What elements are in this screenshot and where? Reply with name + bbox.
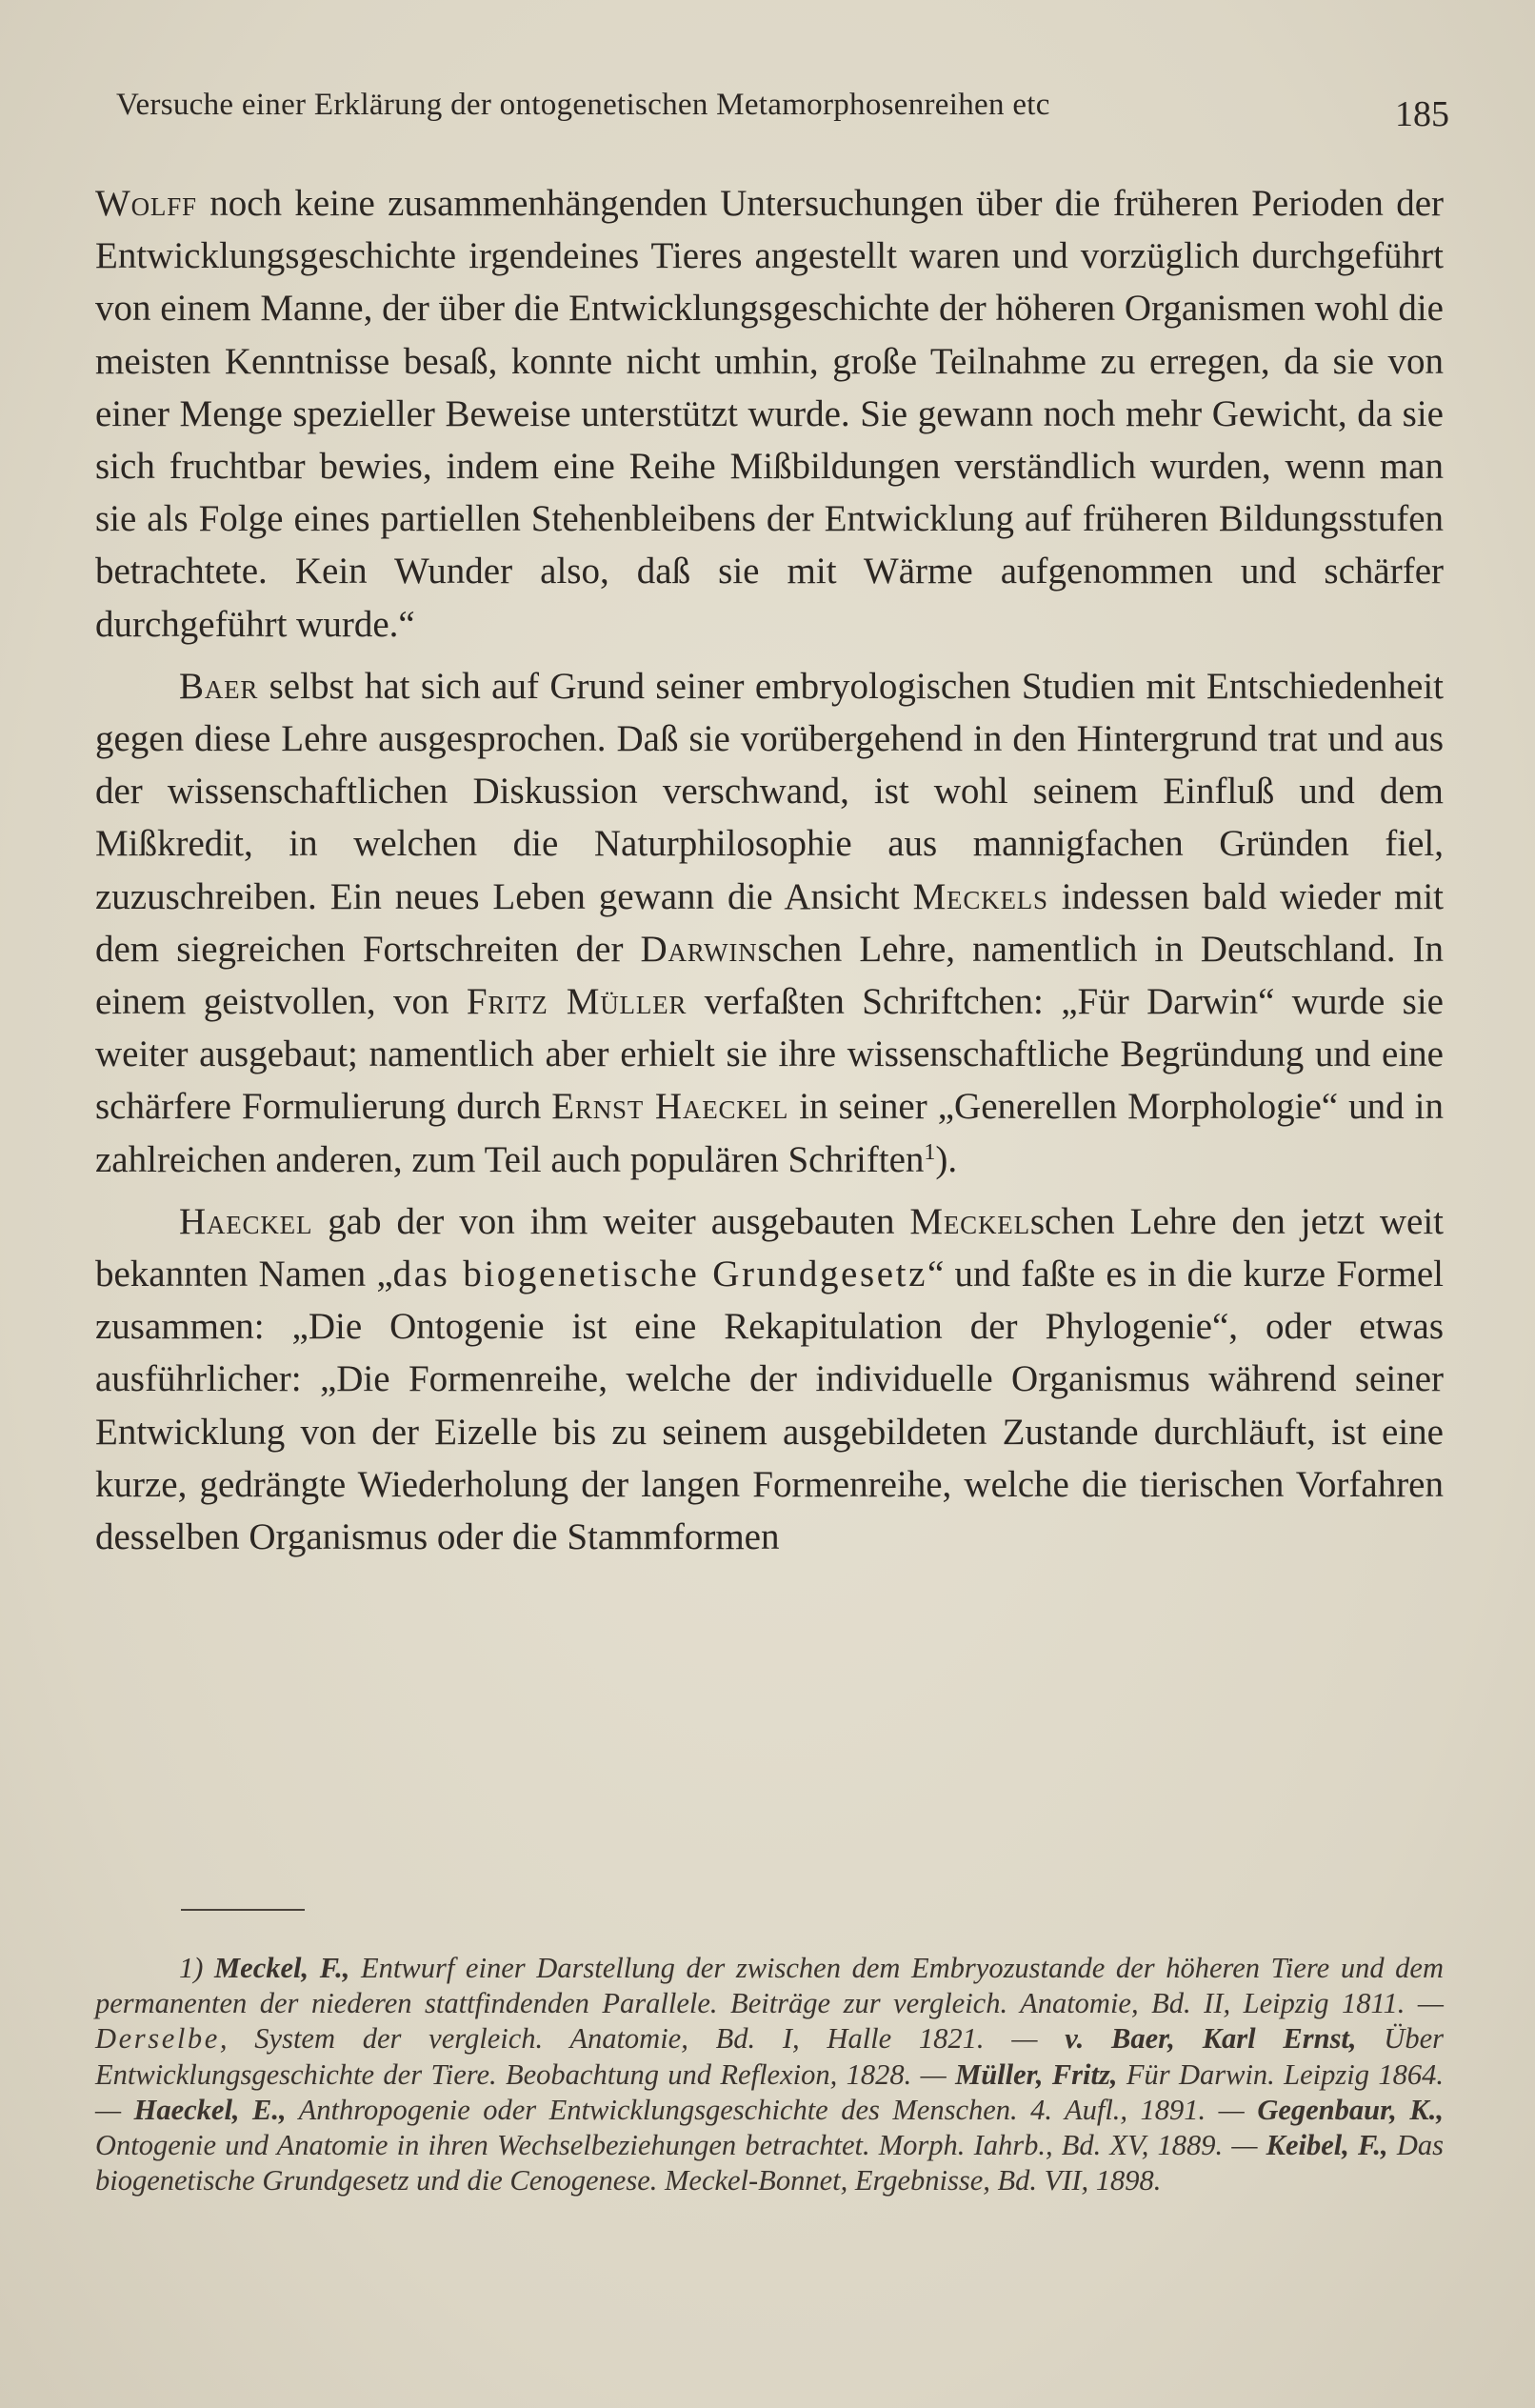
text-run: “ und faßte es in die kurze Formel zusammen: „Die Ontogenie ist eine Rekapitulation der Phylogenie“, oder etwas ausführlicher: „Die Formenreihe, welche der individuelle Organismus während seiner Entwicklung von der Eizelle bis zu seinem ausgebildeten Zustande durchläuft, ist eine kurze, gedrängte Wiederholung der langen Formenreihe, welche die tierischen Vorfahren desselben Organismus oder die Stammformen	[95, 1254, 1444, 1558]
footnote	[95, 1951, 1444, 2198]
footnote-author: Haeckel, E.,	[133, 2093, 287, 2126]
footnote-divider	[181, 1909, 305, 1911]
footnote-author: Gegenbaur, K.,	[1257, 2093, 1444, 2126]
text-run: indessen bald wieder mit dem siegreichen Fortschreiten der	[95, 875, 1444, 970]
running-title: Versuche einer Erklärung der ontogenetischen Metamorphosenreihen etc	[116, 88, 1050, 122]
text-run: Über Entwicklungsgeschichte der Tiere. Beobachtung und Reflexion, 1828. —	[95, 2022, 1444, 2091]
author-name: Ernst Haeckel	[551, 1086, 789, 1128]
text-run: , System der vergleich. Anatomie, Bd. I, Halle 1821. —	[219, 2022, 1066, 2056]
body-text	[95, 177, 1444, 1563]
text-run: in seiner „Generellen Morphologie“ und in zahlreichen anderen, zum Teil auch populären Schriften	[95, 1086, 1444, 1180]
text-run: schen Lehre den jetzt weit bekannten Namen „	[95, 1200, 1444, 1295]
author-name: Baer	[179, 665, 259, 707]
spaced-term: das biogenetische Grundgesetz	[392, 1254, 927, 1295]
paragraph-3	[95, 1195, 1444, 1563]
text-run: Ontogenie und Anatomie in ihren Wechselbeziehungen betrachtet. Morph. Iahrb., Bd. XV, 1889. —	[95, 2129, 1266, 2162]
footnote-author: Meckel, F.,	[214, 1952, 350, 1984]
paragraph-1	[95, 177, 1444, 651]
text-run: ).	[935, 1138, 958, 1180]
footnote-mark: 1)	[179, 1952, 204, 1984]
text-run: gab der von ihm weiter ausgebauten	[312, 1200, 910, 1242]
text-run: Für Darwin. Leipzig 1864. —	[95, 2057, 1444, 2126]
author-name: Darwin	[640, 928, 758, 970]
page-header	[116, 88, 1449, 145]
author-name: Meckel	[909, 1200, 1030, 1242]
text-run: Das biogenetische Grundgesetz und die Cenogenese. Meckel-Bonnet, Ergebnisse, Bd. VII, 1898.	[95, 2129, 1444, 2197]
author-name: Wolff	[95, 183, 197, 224]
author-name: Haeckel	[179, 1200, 313, 1242]
page-number: 185	[1395, 94, 1449, 134]
footnote-author: Keibel, F.,	[1266, 2129, 1388, 2162]
author-name: Meckels	[912, 875, 1048, 917]
paragraph-2	[95, 660, 1444, 1186]
footnote-text	[95, 1951, 1444, 2198]
text-run: selbst hat sich auf Grund seiner embryologischen Studien mit Entschiedenheit gegen diese Lehre ausgesprochen. Daß sie vorübergehend in den Hintergrund trat und aus der wissenschaftlichen Diskussion verschwand, ist wohl seinem Einfluß und dem Mißkredit, in welchen die Naturphilosophie aus mannigfachen Gründen fiel, zuzuschreiben. Ein neues Leben gewann die Ansicht	[95, 665, 1444, 917]
footnote-author: Müller, Fritz,	[955, 2057, 1118, 2091]
text-run: noch keine zusammenhängenden Untersuchungen über die früheren Perioden der Entwicklungsgeschichte irgendeines Tieres angestellt waren und vorzüglich durchgeführt von einem Manne, der über die Entwicklungsgeschichte der höheren Organismen wohl die meisten Kenntnisse besaß, konnte nicht umhin, große Teilnahme zu erregen, da sie von einer Menge spezieller Beweise unterstützt wurde. Sie gewann noch mehr Gewicht, da sie sich fruchtbar bewies, indem eine Reihe Mißbildungen verständlich wurden, wenn man sie als Folge eines partiellen Stehenbleibens der Entwicklung auf früheren Bildungsstufen betrachtete. Kein Wunder also, daß sie mit Wärme aufgenommen und schärfer durchgeführt wurde.“	[95, 183, 1444, 645]
text-run: Anthropogenie oder Entwicklungsgeschichte des Menschen. 4. Aufl., 1891. —	[286, 2093, 1258, 2126]
author-name: Fritz Müller	[466, 981, 688, 1023]
text-run: verfaßten Schriftchen: „Für Darwin“ wurde sie weiter ausgebaut; namentlich aber erhielt sie ihre wissenschaftliche Begründung und eine schärfere Formulierung durch	[95, 981, 1444, 1128]
text-run: Entwurf einer Darstellung der zwischen dem Embryozustande der höheren Tiere und dem permanenten der niederen stattfindenden Parallele. Beiträge zur vergleich. Anatomie, Bd. II, Leipzig 1811. —	[95, 1952, 1444, 2020]
spaced-term: Derselbe	[95, 2022, 220, 2056]
footnote-reference[interactable]: 1	[924, 1139, 936, 1165]
footnote-author: v. Baer, Karl Ernst,	[1065, 2022, 1357, 2056]
text-run: schen Lehre, namentlich in Deutschland. In einem geistvollen, von	[95, 928, 1445, 1023]
